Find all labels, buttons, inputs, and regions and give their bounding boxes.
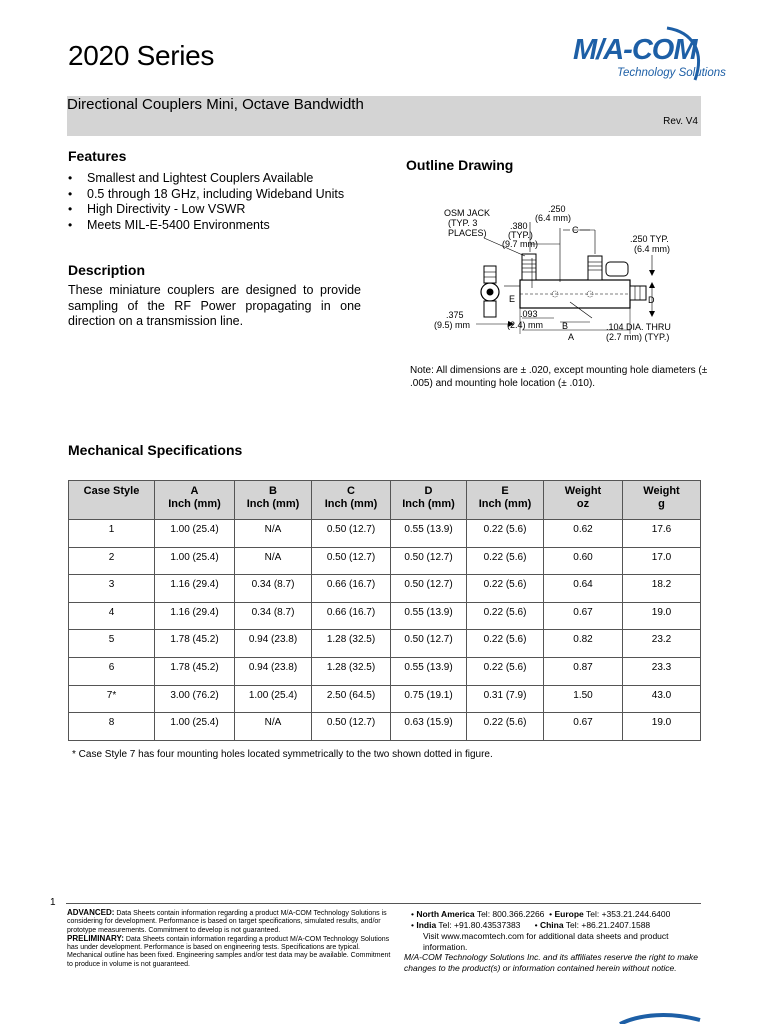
- table-cell: 0.34 (8.7): [235, 602, 312, 630]
- label-osm-jack: OSM JACK: [444, 208, 491, 218]
- col-weight-g: Weight g: [623, 481, 701, 520]
- china-tel: Tel: +86.21.2407.1588: [565, 920, 651, 930]
- col-case-style: Case Style: [69, 481, 155, 520]
- table-cell: 1.28 (32.5): [312, 630, 391, 658]
- features-heading: Features: [68, 148, 127, 164]
- table-cell: 0.67: [544, 713, 623, 741]
- table-cell: 0.62: [544, 520, 623, 548]
- table-cell: 0.22 (5.6): [467, 630, 544, 658]
- logo-name: M/A-COM: [573, 34, 697, 66]
- features-list: [68, 171, 344, 233]
- table-cell: 1.16 (29.4): [155, 602, 235, 630]
- table-cell: 0.22 (5.6): [467, 657, 544, 685]
- label-e: E: [509, 294, 516, 304]
- outline-heading: Outline Drawing: [406, 157, 514, 173]
- preliminary-text: Data Sheets contain information regarding a product M/A-COM Technology Solutions has under development. Performance is based on engineering tests. Specifications are typical. Mechanical outline has been fixed. Engineering samples and/or test data may be available. Commitment to produce in volume is not guaranteed.: [67, 935, 391, 968]
- table-cell: 19.0: [623, 602, 701, 630]
- feature-item: • Meets MIL-E-5400 Environments: [68, 218, 344, 234]
- col-weight-oz: Weight oz: [544, 481, 623, 520]
- table-body: [69, 520, 701, 741]
- col-b: B Inch (mm): [235, 481, 312, 520]
- table-cell: 2.50 (64.5): [312, 685, 391, 713]
- table-cell: 0.63 (15.9): [391, 713, 467, 741]
- advanced-text: Data Sheets contain information regarding a product M/A-COM Technology Solutions is considering for development. Performance is based on target specifications, simulated results, and/or prototype measurements. Commitment to develop is not guaranteed.: [67, 910, 387, 934]
- label-380-mm: (9.7 mm): [502, 239, 538, 249]
- preliminary-label: PRELIMINARY:: [67, 933, 124, 943]
- table-cell: N/A: [235, 713, 312, 741]
- table-cell: 0.34 (8.7): [235, 575, 312, 603]
- label-a: A: [568, 332, 575, 342]
- table-cell: 1.00 (25.4): [155, 547, 235, 575]
- table-cell: 7*: [69, 685, 155, 713]
- table-cell: 0.66 (16.7): [312, 602, 391, 630]
- table-cell: 2: [69, 547, 155, 575]
- table-row: [69, 575, 701, 603]
- table-cell: 0.60: [544, 547, 623, 575]
- contact-info: [411, 909, 711, 953]
- table-cell: 19.0: [623, 713, 701, 741]
- company-logo: [565, 22, 726, 92]
- label-hole-mm: (2.7 mm) (TYP.): [606, 332, 670, 342]
- table-cell: 0.67: [544, 602, 623, 630]
- label-375: .375: [446, 310, 464, 320]
- col-a: A Inch (mm): [155, 481, 235, 520]
- feature-item: • High Directivity - Low VSWR: [68, 202, 344, 218]
- table-row: [69, 713, 701, 741]
- label-250-typ-mm: (6.4 mm): [634, 244, 670, 254]
- table-cell: 1.16 (29.4): [155, 575, 235, 603]
- label-d: D: [648, 295, 655, 305]
- label-250-mm: (6.4 mm): [535, 213, 571, 223]
- table-cell: 0.50 (12.7): [312, 547, 391, 575]
- label-c: C: [572, 225, 579, 235]
- revision-label: Rev. V4: [663, 116, 698, 127]
- table-cell: 0.50 (12.7): [391, 575, 467, 603]
- table-cell: 8: [69, 713, 155, 741]
- document-subtitle: Directional Couplers Mini, Octave Bandwidth: [67, 96, 364, 113]
- mechanical-heading: Mechanical Specifications: [68, 442, 243, 458]
- label-093: .093: [520, 309, 538, 319]
- label-250-typ: .250 TYP.: [630, 234, 669, 244]
- page-title: 2020 Series: [68, 40, 215, 71]
- table-cell: 3: [69, 575, 155, 603]
- table-cell: 0.50 (12.7): [312, 713, 391, 741]
- table-cell: N/A: [235, 547, 312, 575]
- table-cell: 0.22 (5.6): [467, 602, 544, 630]
- label-osm-places: PLACES): [448, 228, 487, 238]
- china-label: China: [539, 920, 564, 930]
- table-cell: 1.78 (45.2): [155, 657, 235, 685]
- outline-note: Note: All dimensions are ± .020, except mounting hole diameters (± .005) and mounting hole location (± .010).: [410, 365, 708, 389]
- description-text: These miniature couplers are designed to provide sampling of the RF Power propagating in one direction on a transmission line.: [68, 283, 361, 328]
- table-cell: 0.22 (5.6): [467, 713, 544, 741]
- contact-row: • India Tel: +91.80.43537383 • China Tel: +86.21.2407.1588: [411, 920, 651, 930]
- table-cell: 0.22 (5.6): [467, 520, 544, 548]
- table-cell: 1.50: [544, 685, 623, 713]
- footer-divider: [66, 903, 701, 904]
- label-250: .250: [548, 204, 566, 214]
- label-380: .380: [510, 221, 528, 231]
- table-row: [69, 547, 701, 575]
- table-cell: 1.78 (45.2): [155, 630, 235, 658]
- logo-swoosh-icon: [600, 1012, 720, 1024]
- table-header-row: [69, 481, 701, 520]
- table-cell: 0.94 (23.8): [235, 657, 312, 685]
- table-cell: 4: [69, 602, 155, 630]
- label-b: B: [562, 321, 569, 331]
- north-america-label: North America: [416, 909, 475, 919]
- feature-item: • 0.5 through 18 GHz, including Wideband Units: [68, 187, 344, 203]
- description-heading: Description: [68, 262, 146, 278]
- table-cell: 0.75 (19.1): [391, 685, 467, 713]
- table-row: [69, 657, 701, 685]
- table-cell: 0.50 (12.7): [391, 547, 467, 575]
- table-cell: 17.0: [623, 547, 701, 575]
- table-row: [69, 520, 701, 548]
- col-c: C Inch (mm): [312, 481, 391, 520]
- col-e: E Inch (mm): [467, 481, 544, 520]
- table-cell: 23.2: [623, 630, 701, 658]
- table-cell: 1: [69, 520, 155, 548]
- mechanical-spec-table: [68, 480, 701, 741]
- table-cell: 0.31 (7.9): [467, 685, 544, 713]
- table-cell: 0.87: [544, 657, 623, 685]
- disclaimer-text: M/A-COM Technology Solutions Inc. and its affiliates reserve the right to make changes to the product(s) or information contained herein without notice.: [404, 952, 699, 973]
- website-link[interactable]: Visit www.macomtech.com for additional data sheets and product information.: [423, 931, 669, 952]
- table-row: [69, 685, 701, 713]
- table-cell: 0.22 (5.6): [467, 575, 544, 603]
- table-cell: 1.00 (25.4): [155, 520, 235, 548]
- table-cell: 0.66 (16.7): [312, 575, 391, 603]
- table-cell: 43.0: [623, 685, 701, 713]
- table-cell: 0.55 (13.9): [391, 520, 467, 548]
- table-cell: 17.6: [623, 520, 701, 548]
- col-d: D Inch (mm): [391, 481, 467, 520]
- table-cell: 0.22 (5.6): [467, 547, 544, 575]
- table-cell: 0.50 (12.7): [391, 630, 467, 658]
- table-cell: N/A: [235, 520, 312, 548]
- page-number: 1: [50, 897, 56, 908]
- label-hole-dia: .104 DIA. THRU: [606, 322, 671, 332]
- advanced-label: ADVANCED:: [67, 908, 115, 917]
- europe-label: Europe: [554, 909, 584, 919]
- table-cell: 0.55 (13.9): [391, 657, 467, 685]
- feature-item: • Smallest and Lightest Couplers Available: [68, 171, 344, 187]
- legal-text: [67, 909, 394, 969]
- label-093-mm: (2.4) mm: [507, 320, 543, 330]
- table-row: [69, 602, 701, 630]
- table-cell: 0.64: [544, 575, 623, 603]
- table-cell: 0.50 (12.7): [312, 520, 391, 548]
- contact-row: • North America Tel: 800.366.2266 • Europe Tel: +353.21.244.6400: [411, 909, 671, 919]
- label-380-typ: (TYP.): [508, 230, 533, 240]
- table-cell: 0.82: [544, 630, 623, 658]
- table-row: [69, 630, 701, 658]
- table-cell: 0.94 (23.8): [235, 630, 312, 658]
- north-america-tel: Tel: 800.366.2266: [476, 909, 545, 919]
- label-osm-typ: (TYP. 3: [448, 218, 478, 228]
- table-cell: 1.00 (25.4): [235, 685, 312, 713]
- table-cell: 1.28 (32.5): [312, 657, 391, 685]
- table-cell: 1.00 (25.4): [155, 713, 235, 741]
- logo-tagline: Technology Solutions: [617, 67, 726, 79]
- india-tel: Tel: +91.80.43537383: [438, 920, 521, 930]
- table-cell: 18.2: [623, 575, 701, 603]
- table-cell: 6: [69, 657, 155, 685]
- table-cell: 5: [69, 630, 155, 658]
- europe-tel: Tel: +353.21.244.6400: [585, 909, 671, 919]
- table-cell: 3.00 (76.2): [155, 685, 235, 713]
- outline-drawing: [420, 200, 710, 350]
- subtitle-bar: [67, 96, 701, 136]
- table-cell: 0.55 (13.9): [391, 602, 467, 630]
- table-cell: 23.3: [623, 657, 701, 685]
- india-label: India: [416, 920, 437, 930]
- table-footnote: * Case Style 7 has four mounting holes located symmetrically to the two shown dotted in figure.: [72, 749, 493, 760]
- label-375-mm: (9.5) mm: [434, 320, 470, 330]
